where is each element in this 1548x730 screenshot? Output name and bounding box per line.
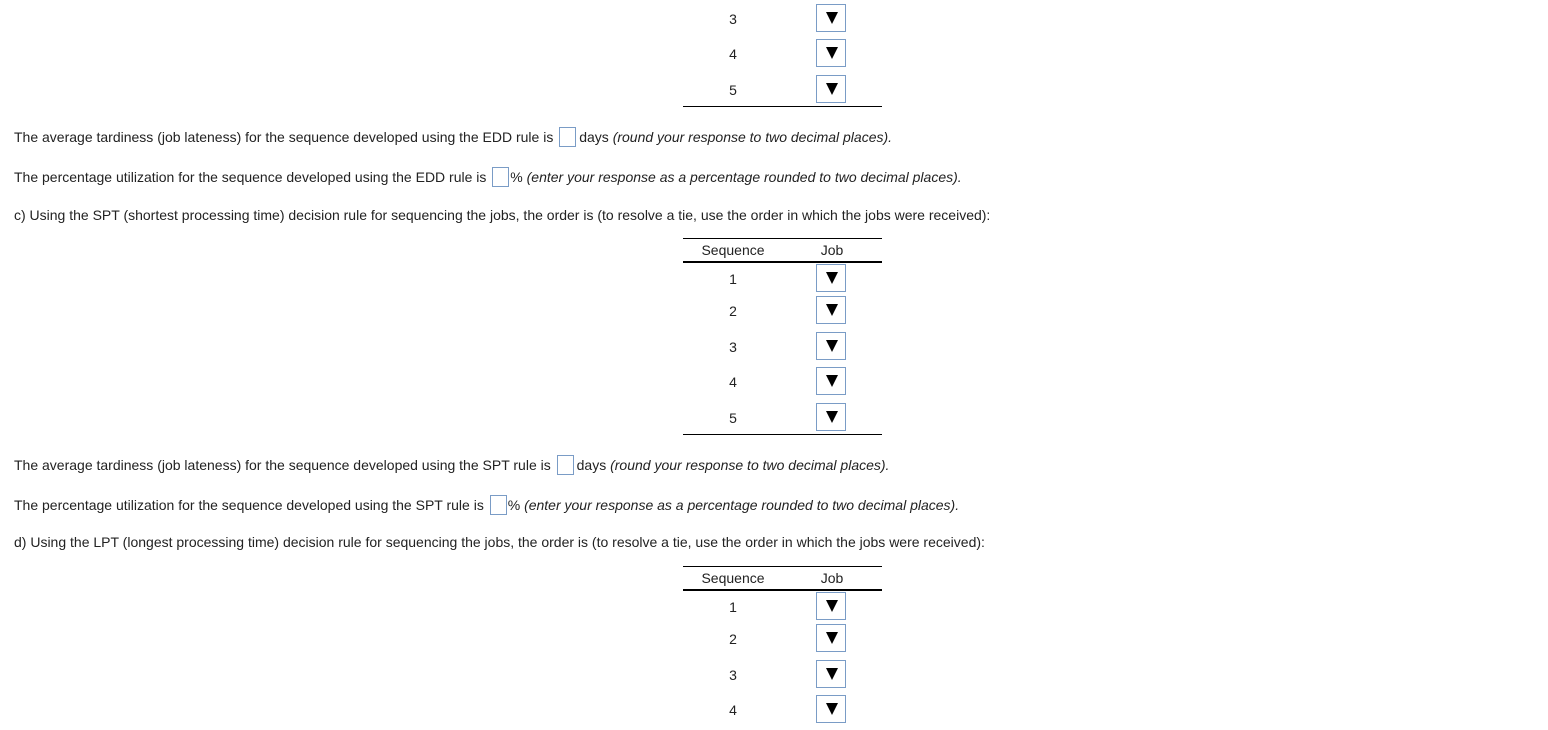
edd-tardiness-note: (round your response to two decimal places). bbox=[612, 129, 893, 145]
table-row bbox=[683, 263, 882, 295]
table-row bbox=[683, 295, 882, 327]
column-header-sequence: Sequence bbox=[701, 570, 765, 586]
dropdown-arrow-icon bbox=[826, 668, 838, 680]
sequence-number: 5 bbox=[729, 410, 737, 426]
job-dropdown[interactable] bbox=[816, 4, 846, 32]
sequence-number: 3 bbox=[729, 667, 737, 683]
spt-tardiness-text: The average tardiness (job lateness) for the sequence developed using the SPT rule is bbox=[14, 457, 551, 473]
table-row bbox=[683, 366, 882, 398]
edd-tardiness-unit: days bbox=[579, 129, 609, 145]
table-row bbox=[683, 331, 882, 363]
edd-utilization-note: (enter your response as a percentage rounded to two decimal places). bbox=[526, 169, 962, 185]
sequence-number: 1 bbox=[729, 271, 737, 287]
job-dropdown[interactable] bbox=[816, 39, 846, 67]
dropdown-arrow-icon bbox=[826, 340, 838, 352]
dropdown-arrow-icon bbox=[826, 375, 838, 387]
lpt-sequence-table bbox=[683, 566, 882, 730]
job-dropdown[interactable] bbox=[816, 592, 846, 620]
spt-tardiness-note: (round your response to two decimal places). bbox=[610, 457, 890, 473]
sequence-number: 3 bbox=[729, 339, 737, 355]
dropdown-arrow-icon bbox=[826, 83, 838, 95]
dropdown-arrow-icon bbox=[826, 272, 838, 284]
job-dropdown[interactable] bbox=[816, 367, 846, 395]
table-bottom-rule bbox=[683, 106, 882, 107]
edd-utilization-text: The percentage utilization for the sequence developed using the EDD rule is bbox=[14, 169, 487, 185]
table-row bbox=[683, 74, 882, 106]
edd-tardiness-input[interactable] bbox=[559, 127, 576, 147]
spt-utilization-note: (enter your response as a percentage rounded to two decimal places). bbox=[524, 497, 960, 513]
table-row bbox=[683, 402, 882, 434]
lpt-question: d) Using the LPT (longest processing time) decision rule for sequencing the jobs, the order is (to resolve a tie, use the order in which the jobs were received): bbox=[14, 534, 985, 550]
spt-utilization-text: The percentage utilization for the sequence developed using the SPT rule is bbox=[14, 497, 484, 513]
sequence-number: 5 bbox=[729, 82, 737, 98]
spt-tardiness-input[interactable] bbox=[557, 455, 574, 475]
column-header-job: Job bbox=[820, 570, 844, 586]
sequence-number: 2 bbox=[729, 303, 737, 319]
table-row bbox=[683, 623, 882, 655]
table-row bbox=[683, 3, 882, 35]
sequence-number: 4 bbox=[729, 46, 737, 62]
table-row bbox=[683, 694, 882, 726]
job-dropdown[interactable] bbox=[816, 624, 846, 652]
job-dropdown[interactable] bbox=[816, 264, 846, 292]
spt-tardiness-line bbox=[14, 455, 889, 477]
spt-sequence-table bbox=[683, 238, 882, 438]
dropdown-arrow-icon bbox=[826, 304, 838, 316]
table-header bbox=[683, 568, 882, 588]
dropdown-arrow-icon bbox=[826, 632, 838, 644]
table-row bbox=[683, 591, 882, 623]
sequence-number: 3 bbox=[729, 11, 737, 27]
column-header-sequence: Sequence bbox=[701, 242, 765, 258]
table-row bbox=[683, 659, 882, 691]
edd-sequence-table bbox=[683, 0, 882, 110]
job-dropdown[interactable] bbox=[816, 332, 846, 360]
edd-utilization-unit: % bbox=[510, 169, 523, 185]
dropdown-arrow-icon bbox=[826, 411, 838, 423]
edd-tardiness-text: The average tardiness (job lateness) for the sequence developed using the EDD rule is bbox=[14, 129, 554, 145]
dropdown-arrow-icon bbox=[826, 47, 838, 59]
dropdown-arrow-icon bbox=[826, 600, 838, 612]
table-row bbox=[683, 38, 882, 70]
table-bottom-rule bbox=[683, 434, 882, 435]
table-top-rule bbox=[683, 566, 882, 567]
edd-utilization-input[interactable] bbox=[492, 167, 509, 187]
dropdown-arrow-icon bbox=[826, 703, 838, 715]
job-dropdown[interactable] bbox=[816, 296, 846, 324]
edd-tardiness-line bbox=[14, 127, 892, 149]
job-dropdown[interactable] bbox=[816, 75, 846, 103]
sequence-number: 4 bbox=[729, 702, 737, 718]
spt-utilization-input[interactable] bbox=[490, 495, 507, 515]
table-top-rule bbox=[683, 238, 882, 239]
spt-utilization-unit: % bbox=[507, 497, 521, 513]
sequence-number: 4 bbox=[729, 374, 737, 390]
dropdown-arrow-icon bbox=[826, 12, 838, 24]
sequence-number: 1 bbox=[729, 599, 737, 615]
job-dropdown[interactable] bbox=[816, 695, 846, 723]
spt-tardiness-unit: days bbox=[576, 457, 607, 473]
edd-utilization-line bbox=[14, 167, 962, 189]
sequence-number: 2 bbox=[729, 631, 737, 647]
spt-utilization-line bbox=[14, 495, 959, 517]
table-header bbox=[683, 240, 882, 260]
job-dropdown[interactable] bbox=[816, 660, 846, 688]
column-header-job: Job bbox=[820, 242, 844, 258]
spt-question: c) Using the SPT (shortest processing time) decision rule for sequencing the jobs, the order is (to resolve a tie, use the order in which the jobs were received): bbox=[14, 207, 991, 223]
job-dropdown[interactable] bbox=[816, 403, 846, 431]
